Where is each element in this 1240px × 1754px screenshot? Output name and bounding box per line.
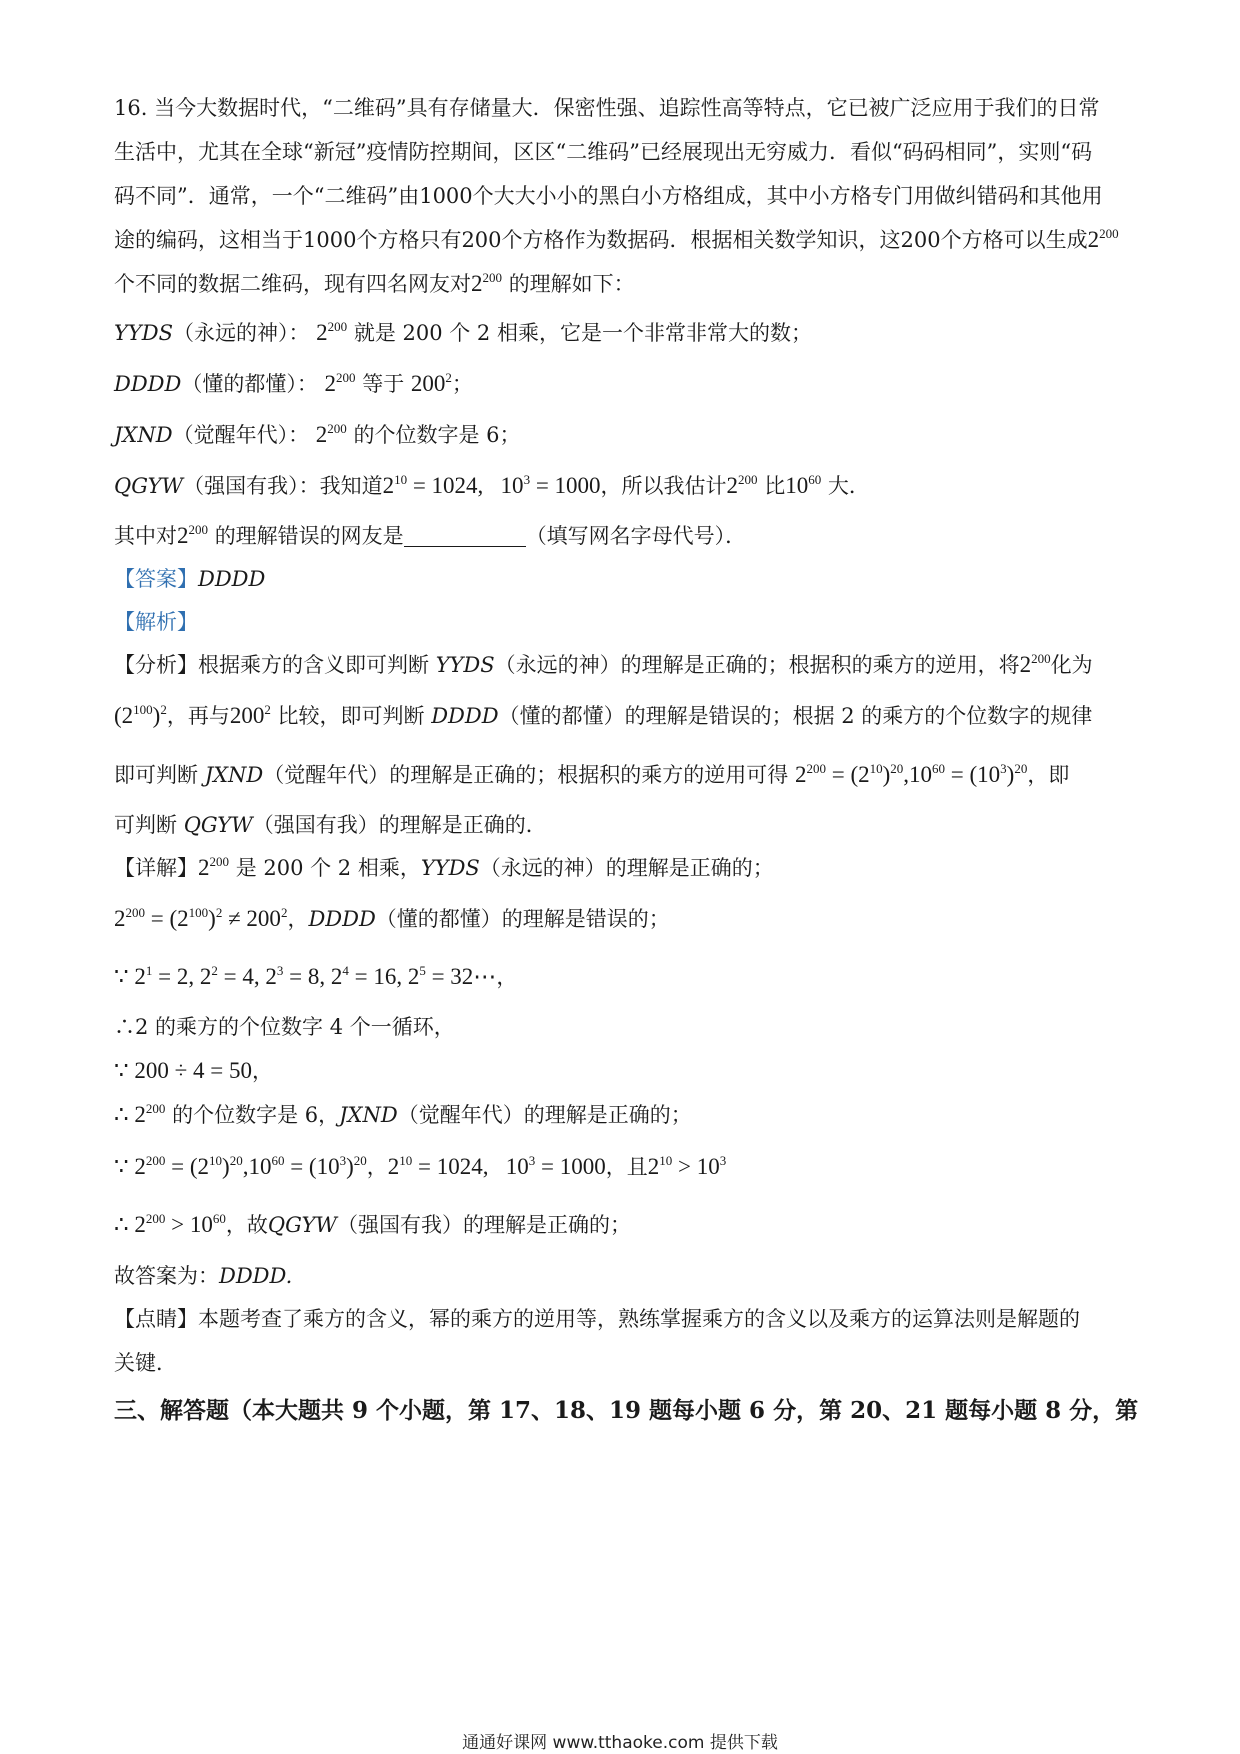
netizen-dddd: DDDD（懂的都懂）： $2^{200}$ 等于 $200^2$； — [114, 370, 473, 396]
detail-line-8: ∴ $2^{200} > 10^{60}$，故QGYW（强国有我）的理解是正确的； — [114, 1211, 631, 1237]
detail-line-1: 【详解】$2^{200}$ 是 200 个 2 相乘，YYDS（永远的神）的理解是正确的； — [114, 854, 774, 880]
detail-conclusion: 故答案为：DDDD. — [114, 1264, 293, 1288]
detail-line-4: ∴2 的乘方的个位数字 4 个一循环， — [114, 1015, 455, 1039]
question-line-1: 16. 当今大数据时代，“二维码”具有存储量大．保密性强、追踪性高等特点，它已被广泛应用于我们的日常 — [114, 96, 1100, 120]
fenxi-line-2: $(2^{100})^2$，再与$200^2$ 比较，即可判断 DDDD（懂的都懂）的理解是错误的；根据 2 的乘方的个位数字的规律 — [114, 702, 1093, 728]
answer-line — [114, 564, 1134, 594]
section-heading: 三、解答题（本大题共 9 个小题，第 17、18、19 题每小题 6 分，第 20、21 题每小题 8 分，第 — [114, 1397, 1139, 1424]
question-line-5: 个不同的数据二维码，现有四名网友对$2^{200}$ 的理解如下： — [114, 270, 635, 296]
netizen-jxnd: JXND（觉醒年代）： $2^{200}$ 的个位数字是 6； — [114, 421, 521, 447]
analysis-label: 【解析】 — [114, 610, 198, 634]
answer-label: 【答案】 — [114, 567, 198, 591]
detail-line-7: ∵ $2^{200} = (2^{10})^{20},10^{60} = (10^3)^{20}$，$2^{10} = 1024$, $10^3 = 1000$，且$2^{10} > 10^3$ — [114, 1153, 727, 1179]
fenxi-line-1: 【分析】根据乘方的含义即可判断 YYDS（永远的神）的理解是正确的；根据积的乘方的逆用，将$2^{200}$化为 — [114, 651, 1093, 677]
detail-line-3: ∵ $2^1 = 2$, $2^2 = 4$, $2^3 = 8$, $2^4 = 16$, $2^5$ = 32⋯， — [114, 963, 518, 989]
dianjing-line-1: 【点睛】本题考查了乘方的含义，幂的乘方的逆用等，熟练掌握乘方的含义以及乘方的运算法则是解题的 — [114, 1307, 1080, 1331]
netizen-yyds: YYDS（永远的神）： $2^{200}$ 就是 200 个 2 相乘，它是一个非常非常大的数； — [114, 319, 812, 345]
answer-value: DDDD — [198, 567, 266, 591]
question-line-4: 途的编码，这相当于1000个方格只有200个方格作为数据码．根据相关数学知识，这200个方格可以生成$2^{200}$ — [114, 226, 1119, 252]
detail-line-2: $2^{200} = (2^{100})^2 \ne 200^2$，DDDD（懂的都懂）的理解是错误的； — [114, 905, 670, 931]
answer-blank — [404, 524, 526, 547]
fenxi-line-3: 即可判断 JXND（觉醒年代）的理解是正确的；根据积的乘方的逆用可得 $2^{200} = (2^{10})^{20},10^{60} = (10^3)^{20}$，即 — [114, 761, 1070, 787]
detail-line-5: ∵ 200 ÷ 4 = 50， — [114, 1058, 273, 1083]
question-line-3: 码不同”．通常，一个“二维码”由1000个大大小小的黑白小方格组成，其中小方格专门用做纠错码和其他用 — [114, 184, 1103, 208]
dianjing-label: 【点睛】 — [114, 1307, 198, 1331]
fenxi-label: 【分析】 — [114, 653, 198, 677]
question-ask: 其中对$2^{200}$ 的理解错误的网友是 （填写网名字母代号）． — [114, 522, 747, 548]
question-line-2: 生活中，尤其在全球“新冠”疫情防控期间，区区“二维码”已经展现出无穷威力．看似“码码相同”，实则“码 — [114, 140, 1093, 164]
page-footer: 通通好课网 www.tthaoke.com 提供下载 — [462, 1733, 778, 1753]
detail-line-6: ∴ $2^{200}$ 的个位数字是 6，JXND（觉醒年代）的理解是正确的； — [114, 1101, 692, 1127]
detail-label: 【详解】 — [114, 856, 198, 880]
question-number: 16. — [114, 96, 148, 120]
dianjing-line-2: 关键． — [114, 1351, 177, 1375]
netizen-qgyw: QGYW（强国有我）：我知道$2^{10} = 1024$, $10^3 = 1000$，所以我估计$2^{200}$ 比$10^{60}$ 大． — [114, 472, 870, 498]
fenxi-line-4: 可判断 QGYW（强国有我）的理解是正确的． — [114, 813, 547, 837]
